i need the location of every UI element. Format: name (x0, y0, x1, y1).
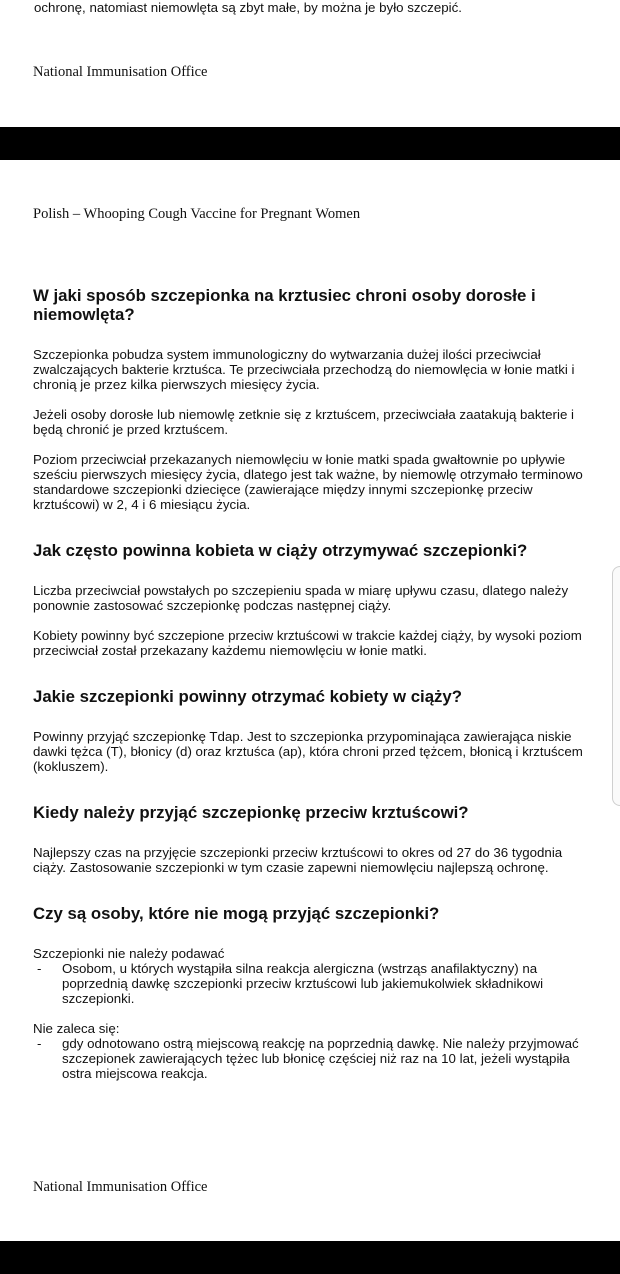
list-item-text: Osobom, u których wystąpiła silna reakcja alergiczna (wstrząs anafilaktyczny) na poprzednią dawkę szczepionki przeciw krztuścowi lub jakiemukolwiek składnikowi szczepionki. (62, 961, 544, 1006)
scroll-handle[interactable] (612, 566, 620, 806)
paragraph: Kobiety powinny być szczepione przeciw krztuścowi w trakcie każdej ciąży, by wysoki poziom przeciwciał został przekazany każdemu niemowlęciu w łonie matki. (33, 628, 582, 658)
paragraph: Najlepszy czas na przyjęcie szczepionki przeciw krztuścowi to okres od 27 do 36 tygodnia ciąży. Zastosowanie szczepionki w tym czasie zapewni niemowlęciu najlepszą ochronę. (33, 845, 563, 875)
section-heading: Jak często powinna kobieta w ciąży otrzymywać szczepionki? (33, 541, 528, 560)
document-body (33, 286, 589, 1081)
paragraph: Szczepionki nie należy podawać (33, 946, 225, 961)
list-item (33, 1036, 589, 1081)
page-header-subtitle: Polish – Whooping Cough Vaccine for Pregnant Women (33, 206, 361, 222)
paragraph: Liczba przeciwciał powstałych po szczepieniu spada w miarę upływu czasu, dlatego należy ponownie zastosować szczepionkę podczas następnej ciąży. (33, 583, 569, 613)
section-heading: W jaki sposób szczepionka na krztusiec chroni osoby dorosłe i niemowlęta? (33, 286, 536, 324)
paragraph: Jeżeli osoby dorosłe lub niemowlę zetknie się z krztuścem, przeciwciała zaatakują bakterie i będą chronić je przed krztuścem. (33, 407, 574, 437)
bullet-marker: - (37, 961, 42, 976)
list-item-text: gdy odnotowano ostrą miejscową reakcję na poprzednią dawkę. Nie należy przyjmować szczepionek zawierających tężec lub błonicę częściej niż raz na 10 lat, jeżeli wystąpiła ostra miejscowa reakcja. (62, 1036, 579, 1081)
page-footer-office: National Immunisation Office (33, 64, 208, 80)
page-footer-office: National Immunisation Office (33, 1179, 208, 1195)
bullet-marker: - (37, 1036, 42, 1051)
paragraph: Nie zaleca się: (33, 1021, 120, 1036)
section-heading: Jakie szczepionki powinny otrzymać kobiety w ciąży? (33, 687, 462, 706)
paragraph: Poziom przeciwciał przekazanych niemowlęciu w łonie matki spada gwałtownie po upływie sześciu pierwszych miesięcy życia, dlatego jest tak ważne, by niemowlę otrzymało terminowo standardowe szczepionki dziecięce (zawierające między innymi szczepionkę przeciw krztuścowi) w 2, 4 i 6 miesiącu życia. (33, 452, 583, 512)
clipped-previous-text (34, 0, 594, 15)
section-heading: Czy są osoby, które nie mogą przyjąć szczepionki? (33, 904, 440, 923)
section-heading: Kiedy należy przyjąć szczepionkę przeciw krztuścowi? (33, 803, 469, 822)
page-break-band (0, 127, 620, 160)
clipped-line: ochronę, natomiast niemowlęta są zbyt małe, by można je było szczepić. (34, 0, 462, 15)
paragraph: Powinny przyjąć szczepionkę Tdap. Jest to szczepionka przypominająca zawierająca niskie dawki tężca (T), błonicy (d) oraz krztuśca (ap), która chroni przed tężcem, błonicą i krztuścem (kokluszem). (33, 729, 583, 774)
page-break-band (0, 1241, 620, 1274)
paragraph: Szczepionka pobudza system immunologiczny do wytwarzania dużej ilości przeciwciał zwalczających bakterie krztuśca. Te przeciwciała przechodzą do niemowlęcia w łonie matki i chronią je przez kilka pierwszych miesięcy życia. (33, 347, 575, 392)
list-item (33, 961, 589, 1006)
